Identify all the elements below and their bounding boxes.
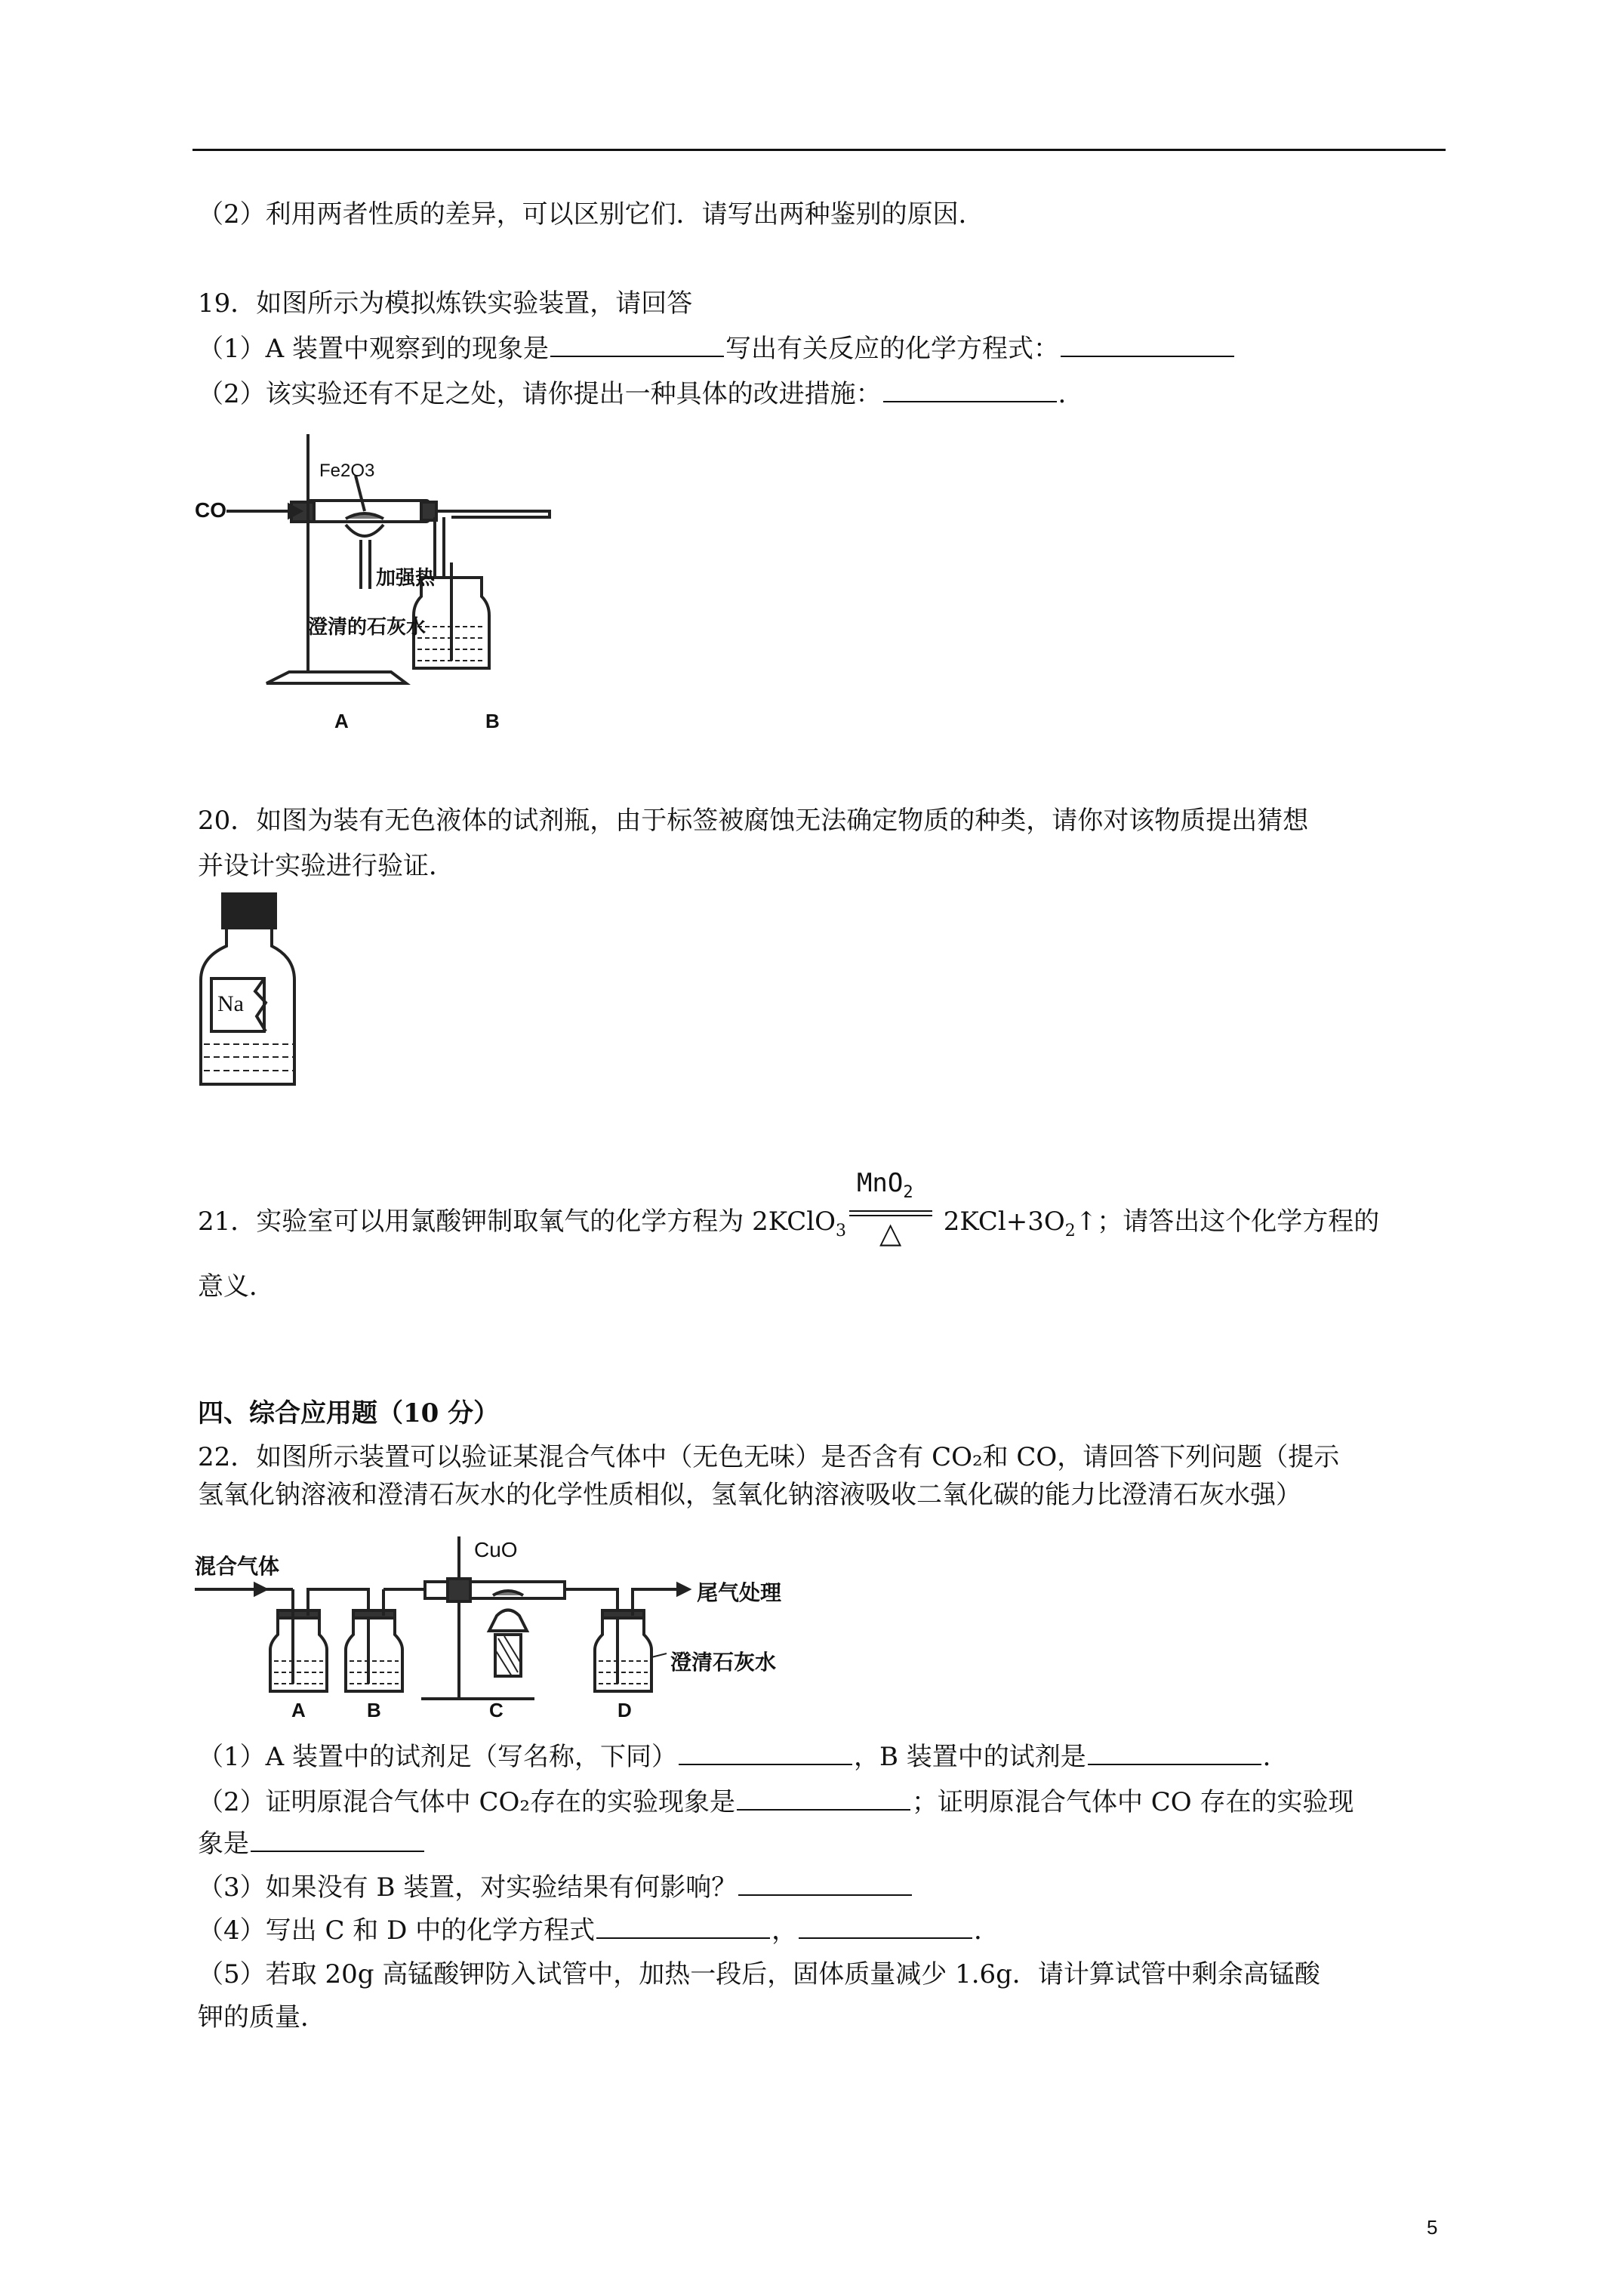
q22-part3 [198,1871,913,1904]
q21-sub: 3 [835,1221,846,1240]
equals-line-top [849,1210,932,1212]
q22-p3-text: （3）如果没有 B 装置，对实验结果有何影响？ [198,1872,738,1903]
label-a: A [334,710,349,732]
q21-post-sub: 2 [1064,1221,1076,1240]
q22-part5-line2: 钾的质量． [198,2002,326,2032]
limewater-label-22: 澄清石灰水 [670,1650,777,1675]
answer-blank[interactable] [1088,1741,1261,1765]
q22-part4 [198,1914,999,1947]
q19-title: 19．如图所示为模拟炼铁实验装置，请回答 [198,288,693,319]
label-a: A [291,1699,306,1721]
q19-part2-text: （2）该实验还有不足之处，请你提出一种具体的改进措施： [198,379,882,409]
catalyst-text: MnO [856,1168,904,1198]
limewater-label: 澄清的石灰水 [308,616,427,639]
label-b: B [367,1699,381,1721]
gas-verification-apparatus-figure [195,1529,859,1737]
catalyst-sub: 2 [903,1182,913,1202]
q20-line1: 20．如图为装有无色液体的试剂瓶，由于标签被腐蚀无法确定物质的种类，请你对该物质提出猜想 [198,806,1309,836]
iron-smelting-apparatus-figure [195,427,572,744]
answer-blank[interactable] [251,1828,424,1852]
exhaust-label: 尾气处理 [697,1580,782,1605]
q19-part1-text-b: 写出有关反应的化学方程式： [725,334,1059,364]
q22-line1: 22．如图所示装置可以验证某混合气体中（无色无味）是否含有 CO₂和 CO，请回答下列问题（提示 [198,1442,1340,1472]
q22-part5-line1: （5）若取 20g 高锰酸钾防入试管中，加热一段后，固体质量减少 1.6g．请计算试管中剩余高锰酸 [198,1959,1320,1989]
fe2o3-label: Fe2O3 [319,461,375,481]
label-c: C [489,1699,504,1721]
answer-blank[interactable] [550,333,724,357]
reagent-bottle-figure [196,889,302,1089]
answer-blank[interactable] [1061,333,1234,357]
mixed-gas-label: 混合气体 [195,1554,280,1579]
answer-blank[interactable] [799,1915,972,1939]
period: ． [1262,1742,1289,1772]
cuo-label: CuO [474,1538,518,1561]
reaction-condition [849,1168,932,1257]
section4-title: 四、综合应用题（10 分） [198,1398,500,1428]
q22-p1-text-b: ，B 装置中的试剂是 [854,1742,1086,1772]
q22-p2-text-b: ；证明原混合气体中 CO 存在的实验现 [911,1787,1354,1817]
q19-part1-text-a: （1）A 装置中观察到的现象是 [198,334,549,364]
label-b: B [485,710,500,732]
q19-part2 [198,378,1084,411]
period: ． [974,1915,1000,1946]
page-number: 5 [1427,2216,1438,2239]
heat-label: 加强热 [376,567,436,590]
catalyst-label [857,1166,913,1210]
answer-blank[interactable] [679,1741,852,1765]
q20-line2: 并设计实验进行验证． [198,851,454,881]
q22-p1-text-a: （1）A 装置中的试剂足（写名称，下同） [198,1742,677,1772]
q21-line1 [198,1168,1380,1257]
answer-blank[interactable] [883,378,1057,402]
period: ． [1058,379,1084,409]
q22-p2-text-a: （2）证明原混合气体中 CO₂存在的实验现象是 [198,1787,735,1817]
q22-part2 [198,1786,1354,1819]
q18-part2: （2）利用两者性质的差异，可以区别它们．请写出两种鉴别的原因． [198,199,984,230]
heat-symbol: △ [879,1216,902,1250]
q22-line2: 氢氧化钠溶液和澄清石灰水的化学性质相似，氢氧化钠溶液吸收二氧化碳的能力比澄清石灰水强） [198,1480,1301,1510]
q19-part1 [198,332,1236,365]
q21-post-b: ↑；请答出这个化学方程的 [1075,1207,1380,1237]
q21-pre: 21．实验室可以用氯酸钾制取氧气的化学方程为 2KClO [198,1207,836,1237]
comma: ， [771,1915,798,1946]
q22-p4-text-a: （4）写出 C 和 D 中的化学方程式 [198,1915,596,1946]
header-rule [192,149,1446,151]
answer-blank[interactable] [596,1915,770,1939]
label-d: D [617,1699,632,1721]
answer-blank[interactable] [737,1786,910,1811]
q22-p2-text-c: 象是 [198,1829,249,1859]
q22-part2-cont [198,1827,426,1860]
co-label: CO [195,498,226,522]
q21-post: 2KCl+3O [935,1207,1065,1237]
q22-part1 [198,1740,1289,1774]
answer-blank[interactable] [738,1872,912,1896]
q21-line2: 意义． [198,1271,275,1302]
bottle-label-text: Na [217,991,244,1016]
